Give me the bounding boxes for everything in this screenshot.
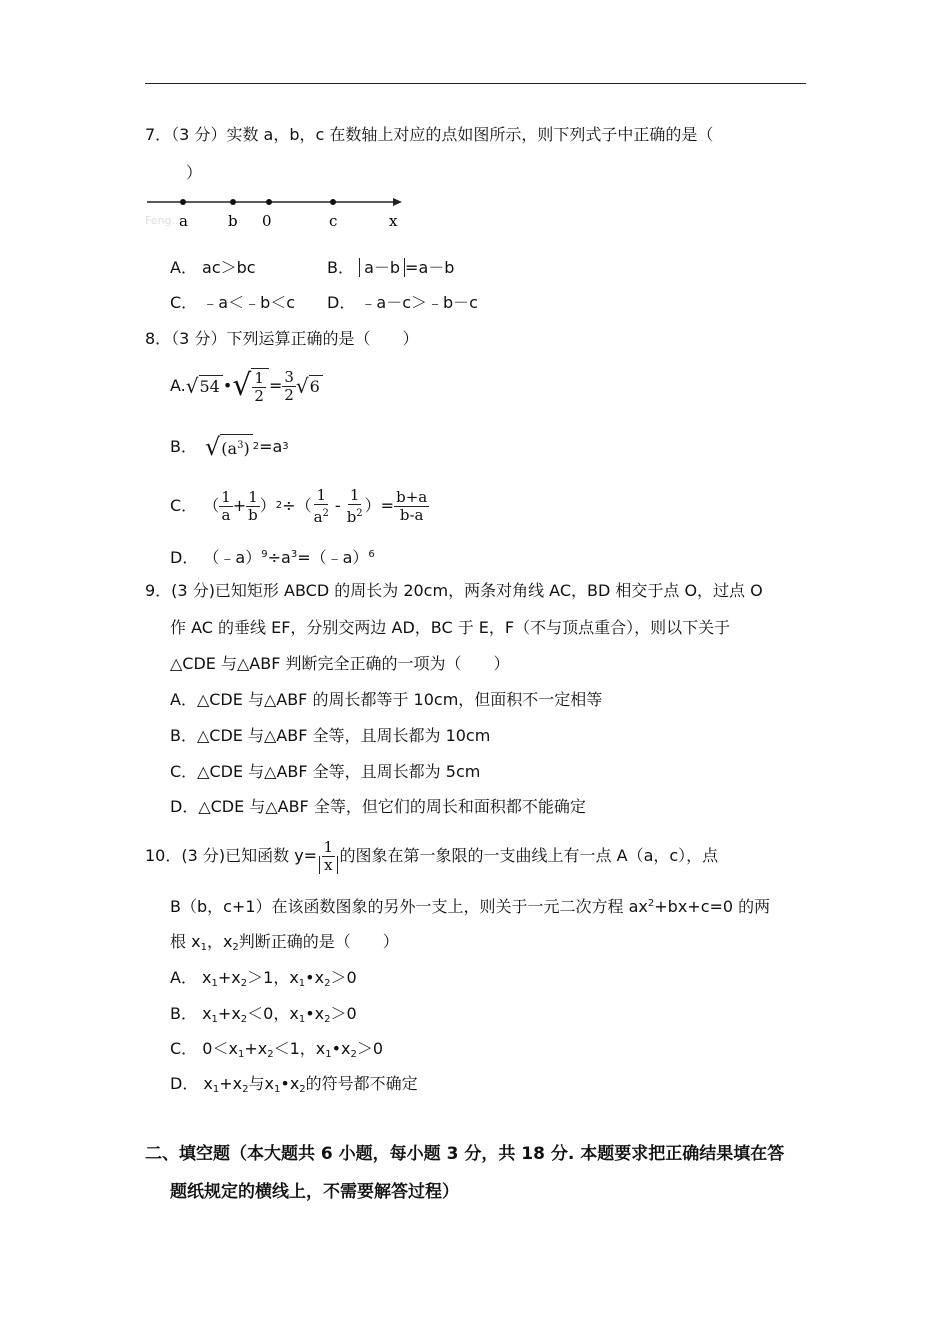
number-line-arrow bbox=[393, 198, 402, 206]
section2-heading-line2: 题纸规定的横线上，不需要解答过程） bbox=[170, 1182, 459, 1202]
point-0 bbox=[266, 199, 272, 205]
q9-option-d: D．△CDE 与△ABF 全等，但它们的周长和面积都不能确定 bbox=[170, 797, 586, 816]
q10-option-d: D． $x_1+x_2$与$x_1•x_2$的符号都不确定 bbox=[170, 1074, 418, 1095]
q10-option-c: C． $0<x_1+x_2<1$，$x_1•x_2>0$ bbox=[170, 1039, 384, 1060]
number-line-watermark: Feng... bbox=[145, 214, 182, 227]
q7-option-a: A． ac＞bc bbox=[170, 258, 256, 277]
q8-option-d: D． $(﹣a)^9\div a^3=(﹣a)^6$ bbox=[170, 548, 375, 567]
q8-option-a: A. √ 54 • √ $\frac{1}{2}$ = $\frac{3}{2}$ √ 6 bbox=[170, 364, 323, 408]
label-c: c bbox=[329, 212, 338, 230]
q8-option-c: C． （ $\frac{1}{a}$ + $\frac{1}{b}$ ） 2 ÷（ $\frac{1}{a^2}$ - $\frac{1}{b^2}$ ）= $\frac{b+a}{b-a}$ bbox=[170, 485, 428, 526]
q10-stem-line3: 根 $x_1$，$x_2$判断正确的是（ ） bbox=[170, 932, 399, 953]
q9-option-c: C．△CDE 与△ABF 全等，且周长都为 5cm bbox=[170, 762, 481, 781]
point-b bbox=[230, 199, 236, 205]
q9-stem-line3: △CDE 与△ABF 判断完全正确的一项为（ ） bbox=[170, 654, 510, 673]
q8-option-b: B． √ $(a^3)$ 2 =a 3 bbox=[170, 433, 289, 461]
label-x: x bbox=[389, 212, 398, 230]
point-c bbox=[330, 199, 336, 205]
q10-stem-line1: 10．(3 分)已知函数 y= $\frac{1}{x}$ 的图象在第一象限的一支曲线上有一点 A（a，c），点 bbox=[145, 837, 719, 874]
label-0: 0 bbox=[262, 212, 272, 230]
point-a bbox=[180, 199, 186, 205]
header-rule bbox=[145, 83, 806, 84]
q10-stem-line2: B（b，c+1）在该函数图象的另外一支上，则关于一元二次方程 $ax^2+bx+c=0$ 的两 bbox=[170, 897, 771, 916]
q7-stem-cont: ） bbox=[186, 163, 203, 182]
q7-number-line bbox=[145, 190, 410, 232]
label-b: b bbox=[228, 212, 238, 230]
q7-stem: 7．（3 分）实数 a，b，c 在数轴上对应的点如图所示，则下列式子中正确的是（ bbox=[145, 125, 714, 144]
q9-stem-line2: 作 AC 的垂线 EF，分别交两边 AD，BC 于 E，F（不与顶点重合），则以下关于 bbox=[170, 618, 731, 637]
q7-option-d: D． ﹣a－c＞﹣b－c bbox=[327, 293, 478, 312]
q9-option-a: A．△CDE 与△ABF 的周长都等于 10cm，但面积不一定相等 bbox=[170, 690, 603, 709]
q10-option-b: B． $x_1+x_2<0$，$x_1•x_2>0$ bbox=[170, 1004, 357, 1025]
q9-option-b: B．△CDE 与△ABF 全等，且周长都为 10cm bbox=[170, 726, 491, 745]
q7-option-c: C． ﹣a＜﹣b＜c bbox=[170, 293, 296, 312]
q8-stem: 8．（3 分）下列运算正确的是（ ） bbox=[145, 329, 419, 348]
label-a: a bbox=[179, 212, 188, 230]
q7-option-b: B． a－b =a－b bbox=[327, 258, 455, 277]
q10-option-a: A． $x_1+x_2>1$，$x_1•x_2>0$ bbox=[170, 968, 357, 989]
section2-heading-line1: 二、填空题（本大题共 6 小题，每小题 3 分，共 18 分. 本题要求把正确结果填在答 bbox=[145, 1144, 785, 1164]
q9-stem-line1: 9．(3 分)已知矩形 ABCD 的周长为 20cm，两条对角线 AC，BD 相交于点 O，过点 O bbox=[145, 581, 763, 600]
